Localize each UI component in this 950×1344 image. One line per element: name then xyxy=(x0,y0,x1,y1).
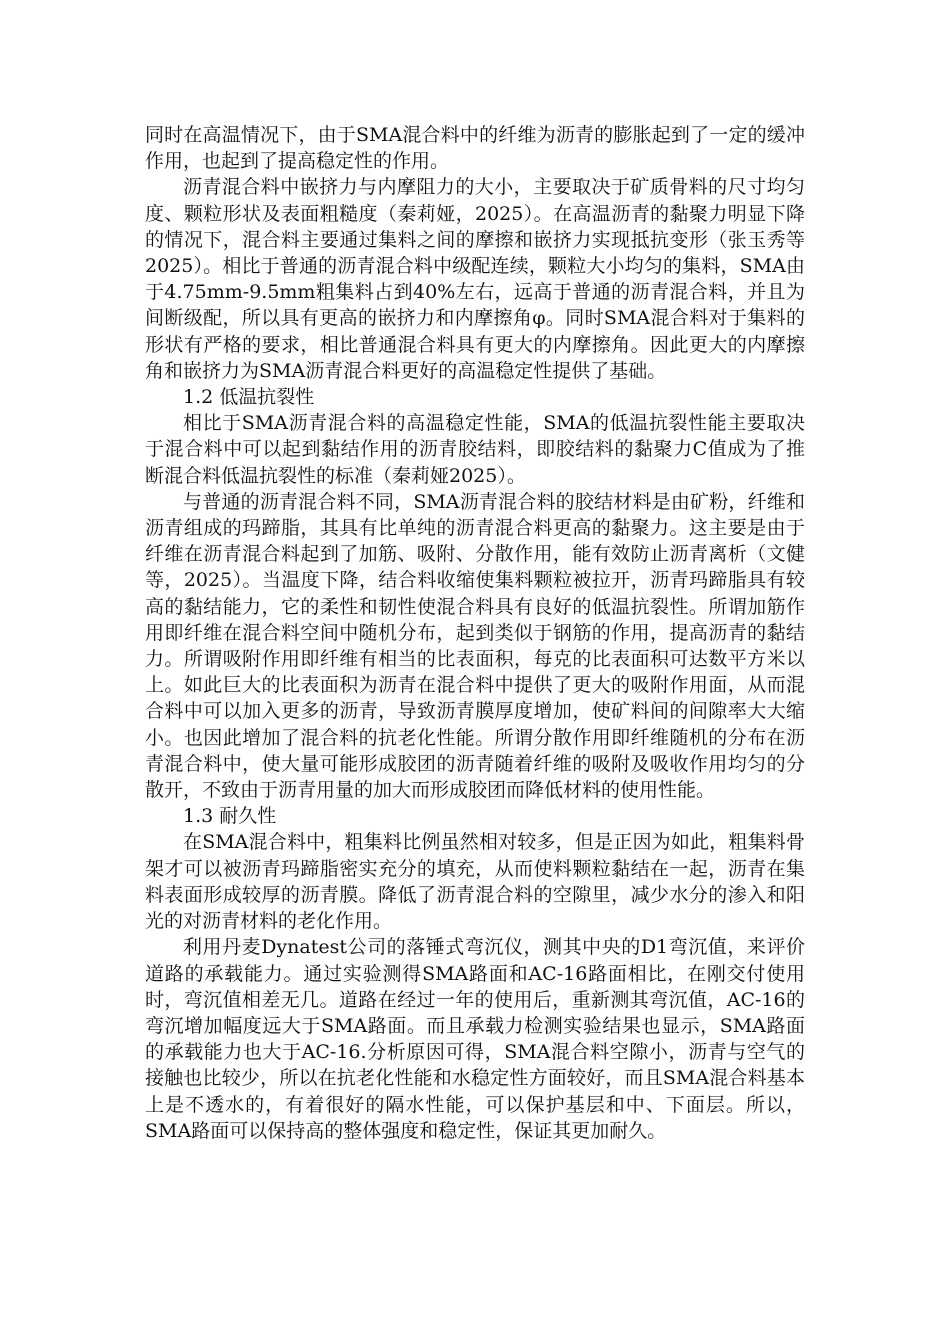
paragraph-deflection-test: 利用丹麦Dynatest公司的落锤式弯沉仪，测其中央的D1弯沉值，来评价道路的承载能力。通过实验测得SMA路面和AC-16路面相比，在刚交付使用时，弯沉值相差无几。道路在经过一年的使用后，重新测其弯沉值，AC-16的弯沉增加幅度远大于SMA路面。而且承载力检测实验结果也显示，SMA路面的承载能力也大于AC-16.分析原因可得，SMA混合料空隙小，沥青与空气的接触也比较少，所以在抗老化性能和水稳定性方面较好，而且SMA混合料基本上是不透水的，有着很好的隔水性能，可以保护基层和中、下面层。所以，SMA路面可以保持高的整体强度和稳定性，保证其更加耐久。 xyxy=(145,936,805,1142)
paragraph-low-temp-binder: 相比于SMA沥青混合料的高温稳定性能，SMA的低温抗裂性能主要取决于混合料中可以起到黏结作用的沥青胶结料，即胶结料的黏聚力C值成为了推断混合料低温抗裂性的标准（秦莉娅2025）。 xyxy=(145,412,805,487)
section-heading-durability: 1.3 耐久性 xyxy=(183,805,277,828)
paragraph-high-temp-fiber: 同时在高温情况下，由于SMA混合料中的纤维为沥青的膨胀起到了一定的缓冲作用，也起到了提高稳定性的作用。 xyxy=(145,124,805,173)
paragraph-mastic-fiber-effects: 与普通的沥青混合料不同，SMA沥青混合料的胶结材料是由矿粉，纤维和沥青组成的玛蹄脂，其具有比单纯的沥青混合料更高的黏聚力。这主要是由于纤维在沥青混合料起到了加筋、吸附、分散作用，能有效防止沥青离析（文健等，2025）。当温度下降，结合料收缩使集料颗粒被拉开，沥青玛蹄脂具有较高的黏结能力，它的柔性和韧性使混合料具有良好的低温抗裂性。所谓加筋作用即纤维在混合料空间中随机分布，起到类似于钢筋的作用，提高沥青的黏结力。所谓吸附作用即纤维有相当的比表面积，每克的比表面积可达数平方米以上。如此巨大的比表面积为沥青在混合料中提供了更大的吸附作用面，从而混合料中可以加入更多的沥青，导致沥青膜厚度增加，使矿料间的间隙率大大缩小。也因此增加了混合料的抗老化性能。所谓分散作用即纤维随机的分布在沥青混合料中，使大量可能形成胶团的沥青随着纤维的吸附及吸收作用均匀的分散开，不致由于沥青用量的加大而形成胶团而降低材料的使用性能。 xyxy=(145,490,805,802)
paragraph-interlock-friction: 沥青混合料中嵌挤力与内摩阻力的大小，主要取决于矿质骨料的尺寸均匀度、颗粒形状及表面粗糙度（秦莉娅，2025）。在高温沥青的黏聚力明显下降的情况下，混合料主要通过集料之间的摩擦和嵌挤力实现抵抗变形（张玉秀等2025）。相比于普通的沥青混合料中级配连续，颗粒大小均匀的集料，SMA由于4.75mm-9.5mm粗集料占到40%左右，远高于普通的沥青混合料，并且为间断级配，所以具有更高的嵌挤力和内摩擦角φ。同时SMA混合料对于集料的形状有严格的要求，相比普通混合料具有更大的内摩擦角。因此更大的内摩擦角和嵌挤力为SMA沥青混合料更好的高温稳定性提供了基础。 xyxy=(145,176,805,382)
paragraph-coarse-aggregate-skeleton: 在SMA混合料中，粗集料比例虽然相对较多，但是正因为如此，粗集料骨架才可以被沥青玛蹄脂密实充分的填充，从而使料颗粒黏结在一起，沥青在集料表面形成较厚的沥青膜。降低了沥青混合料的空隙里，减少水分的渗入和阳光的对沥青材料的老化作用。 xyxy=(145,831,805,933)
section-heading-low-temp-crack-resistance: 1.2 低温抗裂性 xyxy=(183,386,315,409)
document-body xyxy=(145,122,805,1144)
